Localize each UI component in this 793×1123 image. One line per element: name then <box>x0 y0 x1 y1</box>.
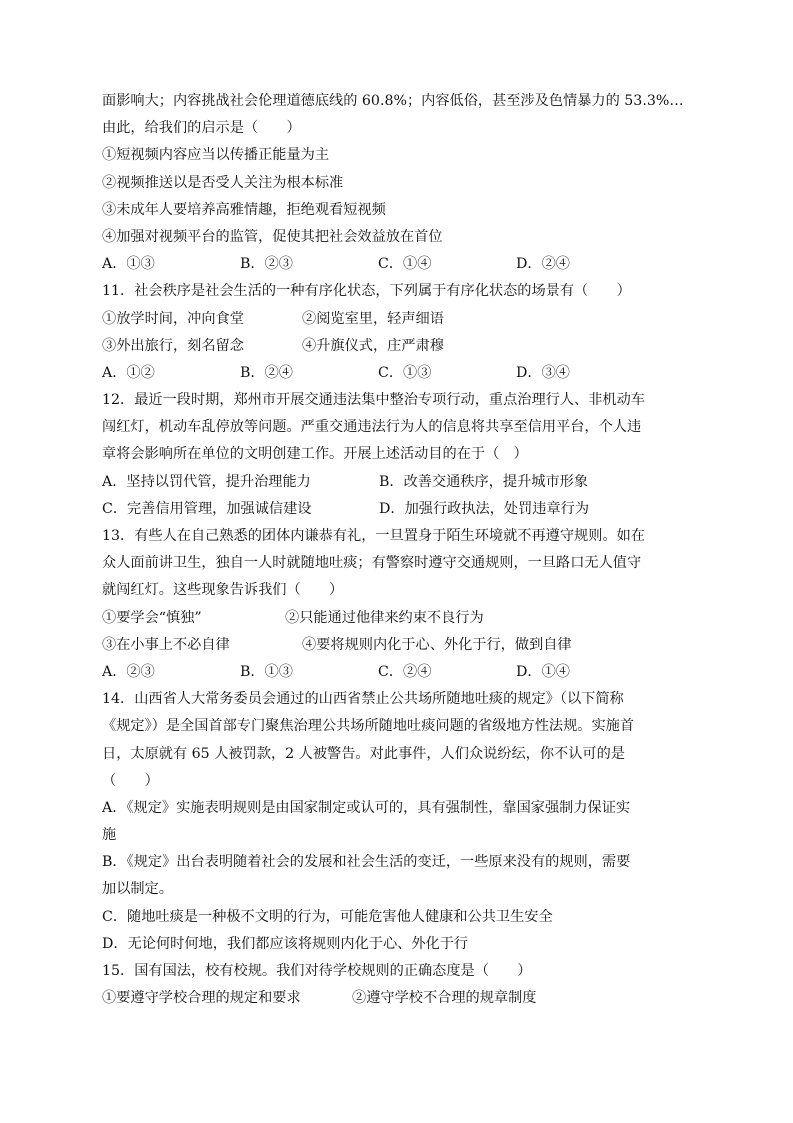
q11-statement-1: ①放学时间，冲向食堂 <box>102 310 244 327</box>
q15-statement-2: ②遵守学校不合理的规章制度 <box>352 990 537 1007</box>
q10-text-line-1: 面影响大；内容挑战社会伦理道德底线的 60.8%；内容低俗，甚至涉及色情暴力的 53.3%… <box>102 93 684 109</box>
q14-option-b-line-1: B．《规定》出台表明随着社会的发展和社会生活的变迁，一些原来没有的规则，需要 <box>102 854 631 871</box>
q11-stem: 11．社会秩序是社会生活的一种有序化状态，下列属于有序化状态的场景有（ ） <box>102 283 631 300</box>
q12-option-a: A．坚持以罚代管，提升治理能力 <box>102 473 311 490</box>
q13-text-line-3: 就闯红灯。这些现象告诉我们（ ） <box>102 582 344 599</box>
q13-options <box>102 659 702 686</box>
q13-text-line-2: 众人面前讲卫生，独自一人时就随地吐痰；有警察时遵守交通规则，一旦路口无人值守 <box>102 555 642 572</box>
q10-statement-1: ①短视频内容应当以传播正能量为主 <box>102 147 330 164</box>
q11-statements-row-2 <box>102 333 702 360</box>
q13-option-d: D．①④ <box>516 663 570 680</box>
q12-options-row-1 <box>102 469 702 496</box>
q15-statements-row-1 <box>102 985 702 1012</box>
q10-option-b: B．②③ <box>240 256 293 273</box>
q13-statements-row-1 <box>102 605 702 632</box>
q11-statements-row-1 <box>102 306 702 333</box>
q10-text-line-2: 由此，给我们的启示是（ ） <box>102 120 301 137</box>
q11-option-a: A．①② <box>102 364 155 381</box>
q14-option-b-line-2: 加以制定。 <box>102 881 173 898</box>
q11-option-b: B．②④ <box>240 364 293 381</box>
q14-option-a-line-1: A．《规定》实施表明规则是由国家制定或认可的，具有强制性，靠国家强制力保证实 <box>102 799 631 816</box>
q13-statement-4: ④要将规则内化于心、外化于行，做到自律 <box>302 636 572 653</box>
q13-statement-2: ②只能通过他律来约束不良行为 <box>285 609 484 626</box>
q13-option-c: C．②④ <box>378 663 432 680</box>
q13-statement-1: ①要学会“慎独” <box>102 609 202 626</box>
q11-option-d: D．③④ <box>516 364 570 381</box>
q13-option-b: B．①③ <box>240 663 293 680</box>
q11-statement-2: ②阅览室里，轻声细语 <box>302 310 444 327</box>
q13-text-line-1: 13．有些人在自己熟悉的团体内谦恭有礼，一旦置身于陌生环境就不再遵守规则。如在 <box>102 528 645 544</box>
q15-statement-1: ①要遵守学校合理的规定和要求 <box>102 990 301 1007</box>
q13-option-a: A．②③ <box>102 663 155 680</box>
q10-statement-2: ②视频推送以是否受人关注为根本标准 <box>102 174 344 191</box>
q10-option-c: C．①④ <box>378 256 432 273</box>
q12-option-d: D．加强行政执法，处罚违章行为 <box>379 500 590 517</box>
q12-options-row-2 <box>102 496 702 523</box>
q10-statement-3: ③未成年人要培养高雅情趣，拒绝观看短视频 <box>102 201 386 218</box>
q14-text-line-3: 日，太原就有 65 人被罚款，2 人被警告。对此事件，人们众说纷纭，你不认可的是 <box>102 745 625 762</box>
q13-statements-row-2 <box>102 632 702 659</box>
q11-statement-3: ③外出旅行，刻名留念 <box>102 337 244 354</box>
q10-options <box>102 251 702 278</box>
q12-text-line-1: 12．最近一段时期，郑州市开展交通违法集中整治专项行动，重点治理行人、非机动车 <box>102 392 645 409</box>
q12-text-line-3: 章将会影响所在单位的文明创建工作。开展上述活动目的在于（ ） <box>102 446 528 463</box>
q10-option-a: A．①③ <box>102 256 155 273</box>
question-content <box>102 88 702 1012</box>
q12-text-line-2: 闯红灯，机动车乱停放等问题。严重交通违法行为人的信息将共享至信用平台，个人违 <box>102 419 642 436</box>
q10-option-d: D．②④ <box>516 256 570 273</box>
q14-text-line-1: 14．山西省人大常务委员会通过的山西省禁止公共场所随地吐痰的规定》（以下简称 <box>102 691 624 708</box>
q11-option-c: C．①③ <box>378 364 432 381</box>
q12-option-b: B．改善交通秩序，提升城市形象 <box>379 473 589 490</box>
q14-option-a-line-2: 施 <box>102 827 117 844</box>
q11-options <box>102 360 702 387</box>
q14-option-d: D．无论何时何地，我们都应该将规则内化于心、外化于行 <box>102 935 469 952</box>
q12-option-c: C．完善信用管理，加强诚信建设 <box>102 500 312 517</box>
q14-option-c: C．随地吐痰是一种极不文明的行为，可能危害他人健康和公共卫生安全 <box>102 908 553 925</box>
q14-text-line-2: 《规定》）是全国首部专门聚焦治理公共场所随地吐痰问题的省级地方性法规。实施首 <box>102 718 635 735</box>
q15-stem: 15．国有国法，校有校规。我们对待学校规则的正确态度是（ ） <box>102 963 532 979</box>
q14-text-line-4: （ ） <box>102 772 159 789</box>
q11-statement-4: ④升旗仪式，庄严肃穆 <box>302 337 444 354</box>
q10-statement-4: ④加强对视频平台的监管，促使其把社会效益放在首位 <box>102 228 443 245</box>
q13-statement-3: ③在小事上不必自律 <box>102 636 230 653</box>
